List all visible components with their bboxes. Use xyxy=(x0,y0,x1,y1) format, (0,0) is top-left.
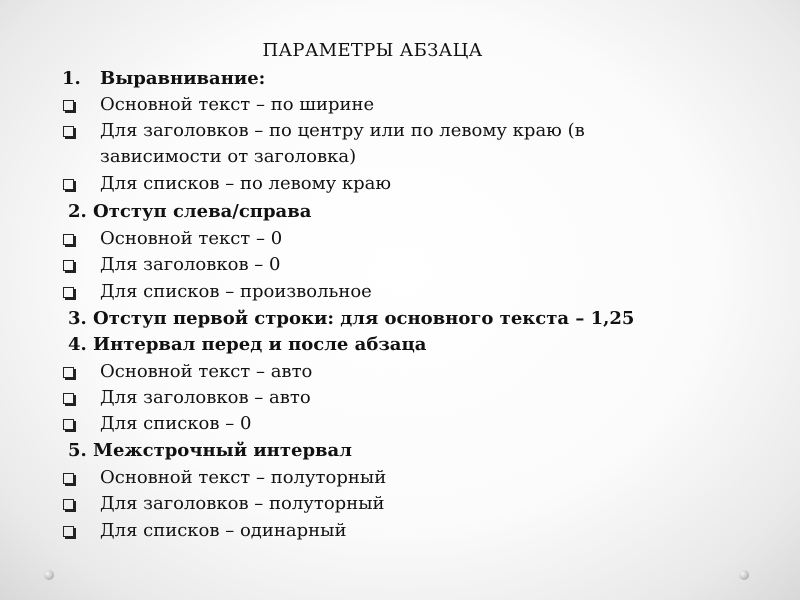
checkbox-bullet-icon xyxy=(62,171,86,198)
checkbox-bullet-icon xyxy=(62,385,86,412)
checkbox-bullet-icon xyxy=(62,92,86,119)
section-5-heading: 5. Межстрочный интервал xyxy=(68,440,352,461)
checkbox-bullet-icon xyxy=(62,279,86,306)
section-3-heading: 3. Отступ первой строки: для основного текста – 1,25 xyxy=(68,308,635,329)
section-1-label: Выравнивание: xyxy=(100,68,266,89)
checkbox-bullet-icon xyxy=(62,411,86,438)
checkbox-bullet-icon xyxy=(62,465,86,492)
checkbox-bullet-icon xyxy=(62,359,86,386)
list-item-continuation: зависимости от заголовка) xyxy=(100,146,357,167)
section-1-number: 1. xyxy=(62,68,81,89)
slide: ПАРАМЕТРЫ АБЗАЦА 1. Выравнивание: Основной текст – по ширине Для заголовков – по центру или по левому краю (в зависимости от заголовка) Для списков – по левому краю 2. Отступ слева/справа Основной текст – 0 Для заголовков – 0 Для списков – произвольное 3. Отступ первой строки: для основного текста – 1,25 4. Интервал перед и после абзаца Основной текст – авто Для заголовков – авто Для списков – 0 5. Межстрочный интервал Основной текст – полуторный Для заголовков – полуторный Для списков – одинарный xyxy=(0,0,800,600)
section-2-heading: 2. Отступ слева/справа xyxy=(68,201,312,222)
corner-dot-left xyxy=(44,570,54,580)
checkbox-bullet-icon xyxy=(62,491,86,518)
checkbox-bullet-icon xyxy=(62,118,86,145)
checkbox-bullet-icon xyxy=(62,518,86,545)
corner-dot-right xyxy=(739,570,749,580)
section-4-heading: 4. Интервал перед и после абзаца xyxy=(68,334,427,355)
checkbox-bullet-icon xyxy=(62,252,86,279)
slide-title: ПАРАМЕТРЫ АБЗАЦА xyxy=(262,40,483,61)
checkbox-bullet-icon xyxy=(62,226,86,253)
